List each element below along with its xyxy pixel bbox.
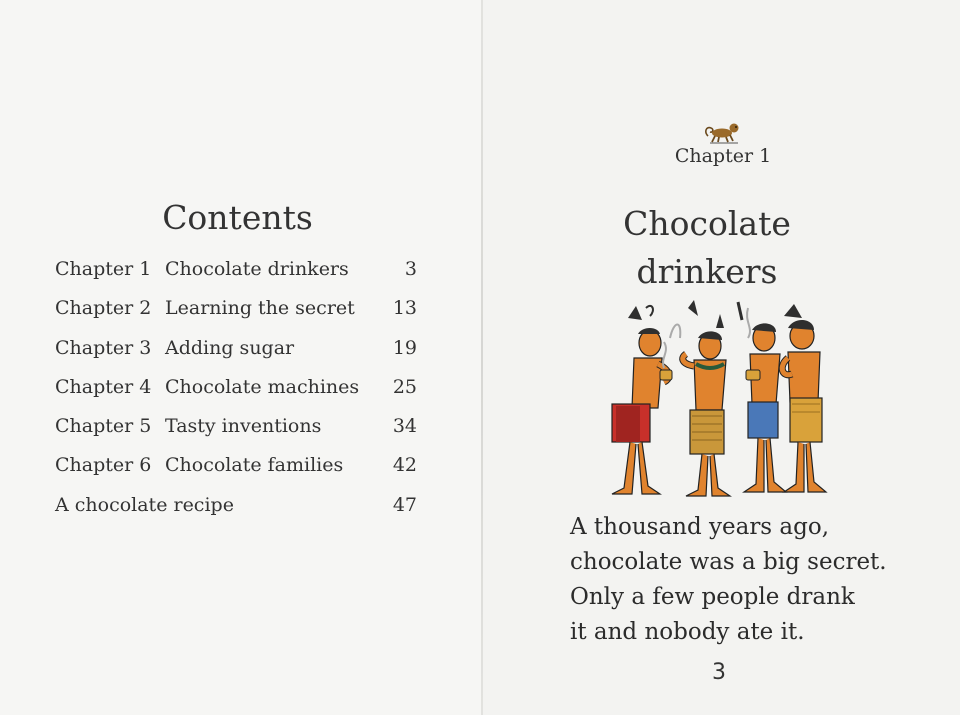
page-gutter — [481, 0, 483, 715]
monkey-icon — [702, 118, 746, 144]
toc-page-number: 42 — [392, 454, 417, 477]
toc-chapter-number: Chapter 1 — [55, 258, 152, 280]
toc-row[interactable] — [55, 376, 425, 415]
chapter-body-text — [570, 510, 910, 650]
toc-page-number: 34 — [392, 415, 417, 438]
chapter-title-line: drinkers — [636, 252, 778, 291]
toc-chapter-title: Adding sugar — [165, 336, 295, 359]
toc-row-recipe[interactable] — [55, 494, 425, 533]
toc-chapter-title: Chocolate drinkers — [165, 258, 349, 280]
chapter-title — [468, 200, 946, 296]
toc-page-number: 25 — [392, 375, 417, 398]
body-text-line: it and nobody ate it. — [570, 619, 805, 645]
page-number: 3 — [712, 660, 726, 685]
toc-page-number: 3 — [404, 258, 417, 280]
toc-page-number: 47 — [392, 493, 417, 516]
toc-row[interactable] — [55, 454, 425, 493]
chapter-label: Chapter 1 — [674, 145, 772, 167]
toc-chapter-number: Chapter 6 — [55, 454, 152, 477]
body-text-line: chocolate was a big secret. — [570, 549, 887, 575]
toc-chapter-number: Chapter 3 — [55, 336, 152, 359]
toc-page-number: 13 — [392, 297, 417, 320]
body-text-line: A thousand years ago, — [570, 514, 830, 540]
toc-row[interactable] — [55, 415, 425, 454]
figure-2 — [670, 300, 730, 496]
toc-row[interactable] — [55, 258, 425, 297]
toc-chapter-title: Learning the secret — [165, 297, 355, 320]
toc-chapter-number: Chapter 4 — [55, 375, 152, 398]
figure-4 — [782, 304, 826, 492]
toc-row[interactable] — [55, 337, 425, 376]
toc-chapter-number: Chapter 5 — [55, 415, 152, 438]
toc-chapter-title: Chocolate machines — [165, 375, 360, 398]
figure-1 — [612, 306, 672, 494]
body-text-line: Only a few people drank — [570, 584, 855, 610]
toc-page-number: 19 — [392, 336, 417, 359]
table-of-contents — [55, 258, 425, 533]
figure-3 — [738, 302, 786, 492]
toc-chapter-number: Chapter 2 — [55, 297, 152, 320]
toc-row[interactable] — [55, 297, 425, 336]
contents-title: Contents — [162, 198, 313, 237]
toc-recipe-title: A chocolate recipe — [55, 493, 234, 516]
toc-chapter-title: Tasty inventions — [165, 415, 322, 438]
mayan-chocolate-drinkers-illustration — [598, 298, 848, 503]
chapter-title-line: Chocolate — [623, 204, 791, 243]
toc-chapter-title: Chocolate families — [165, 454, 344, 477]
